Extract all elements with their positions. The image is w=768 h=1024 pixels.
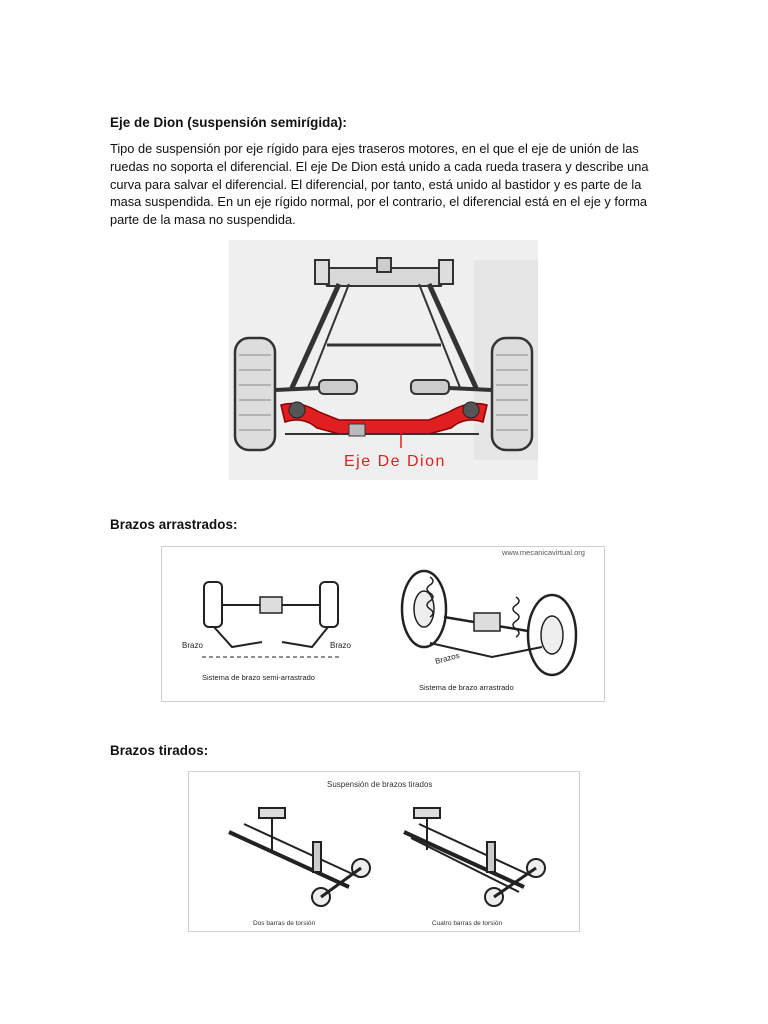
label-brazo-right: Brazo — [330, 641, 351, 650]
section-title-brazos-arrastrados: Brazos arrastrados: — [110, 517, 238, 532]
paragraph-line: masa suspendida. En un eje rígido normal, por el contrario, el diferencial está en el eje y forma — [110, 194, 648, 210]
watermark-text: www.mecanicavirtual.org — [502, 548, 585, 557]
eje-de-dion-illustration — [229, 240, 538, 480]
caption-semi-arrastrado: Sistema de brazo semi-arrastrado — [202, 673, 315, 682]
brazos-tirados-illustration — [189, 772, 579, 931]
caption-arrastrado: Sistema de brazo arrastrado — [419, 683, 514, 692]
section-title-brazos-tirados: Brazos tirados: — [110, 743, 209, 758]
eje-de-dion-figure — [229, 240, 538, 480]
paragraph-line: Tipo de suspensión por eje rígido para ejes traseros motores, en el que el eje de unión de las — [110, 141, 639, 156]
paragraph-line: curva para salvar el diferencial. El diferencial, por tanto, está unido al bastidor y es parte de la — [110, 176, 642, 192]
caption-dos-barras: Dos barras de torsión — [253, 920, 316, 927]
paragraph-eje-de-dion — [110, 140, 660, 229]
figure-title-brazos-tirados: Suspensión de brazos tirados — [327, 780, 433, 789]
section-title-eje-de-dion: Eje de Dion (suspensión semirígida): — [110, 115, 347, 130]
brazos-arrastrados-figure — [161, 546, 605, 702]
brazos-tirados-figure — [188, 771, 580, 932]
label-brazos: Brazos — [434, 650, 461, 666]
brazos-arrastrados-illustration — [162, 547, 604, 701]
paragraph-line: ruedas no soporta el diferencial. El eje De Dion está unido a cada rueda trasera y describe una — [110, 158, 649, 174]
eje-de-dion-label: Eje De Dion — [344, 453, 446, 470]
caption-cuatro-barras: Cuatro barras de torsión — [432, 920, 503, 927]
label-brazo-left: Brazo — [182, 641, 203, 650]
paragraph-line: parte de la masa no suspendida. — [110, 212, 296, 228]
